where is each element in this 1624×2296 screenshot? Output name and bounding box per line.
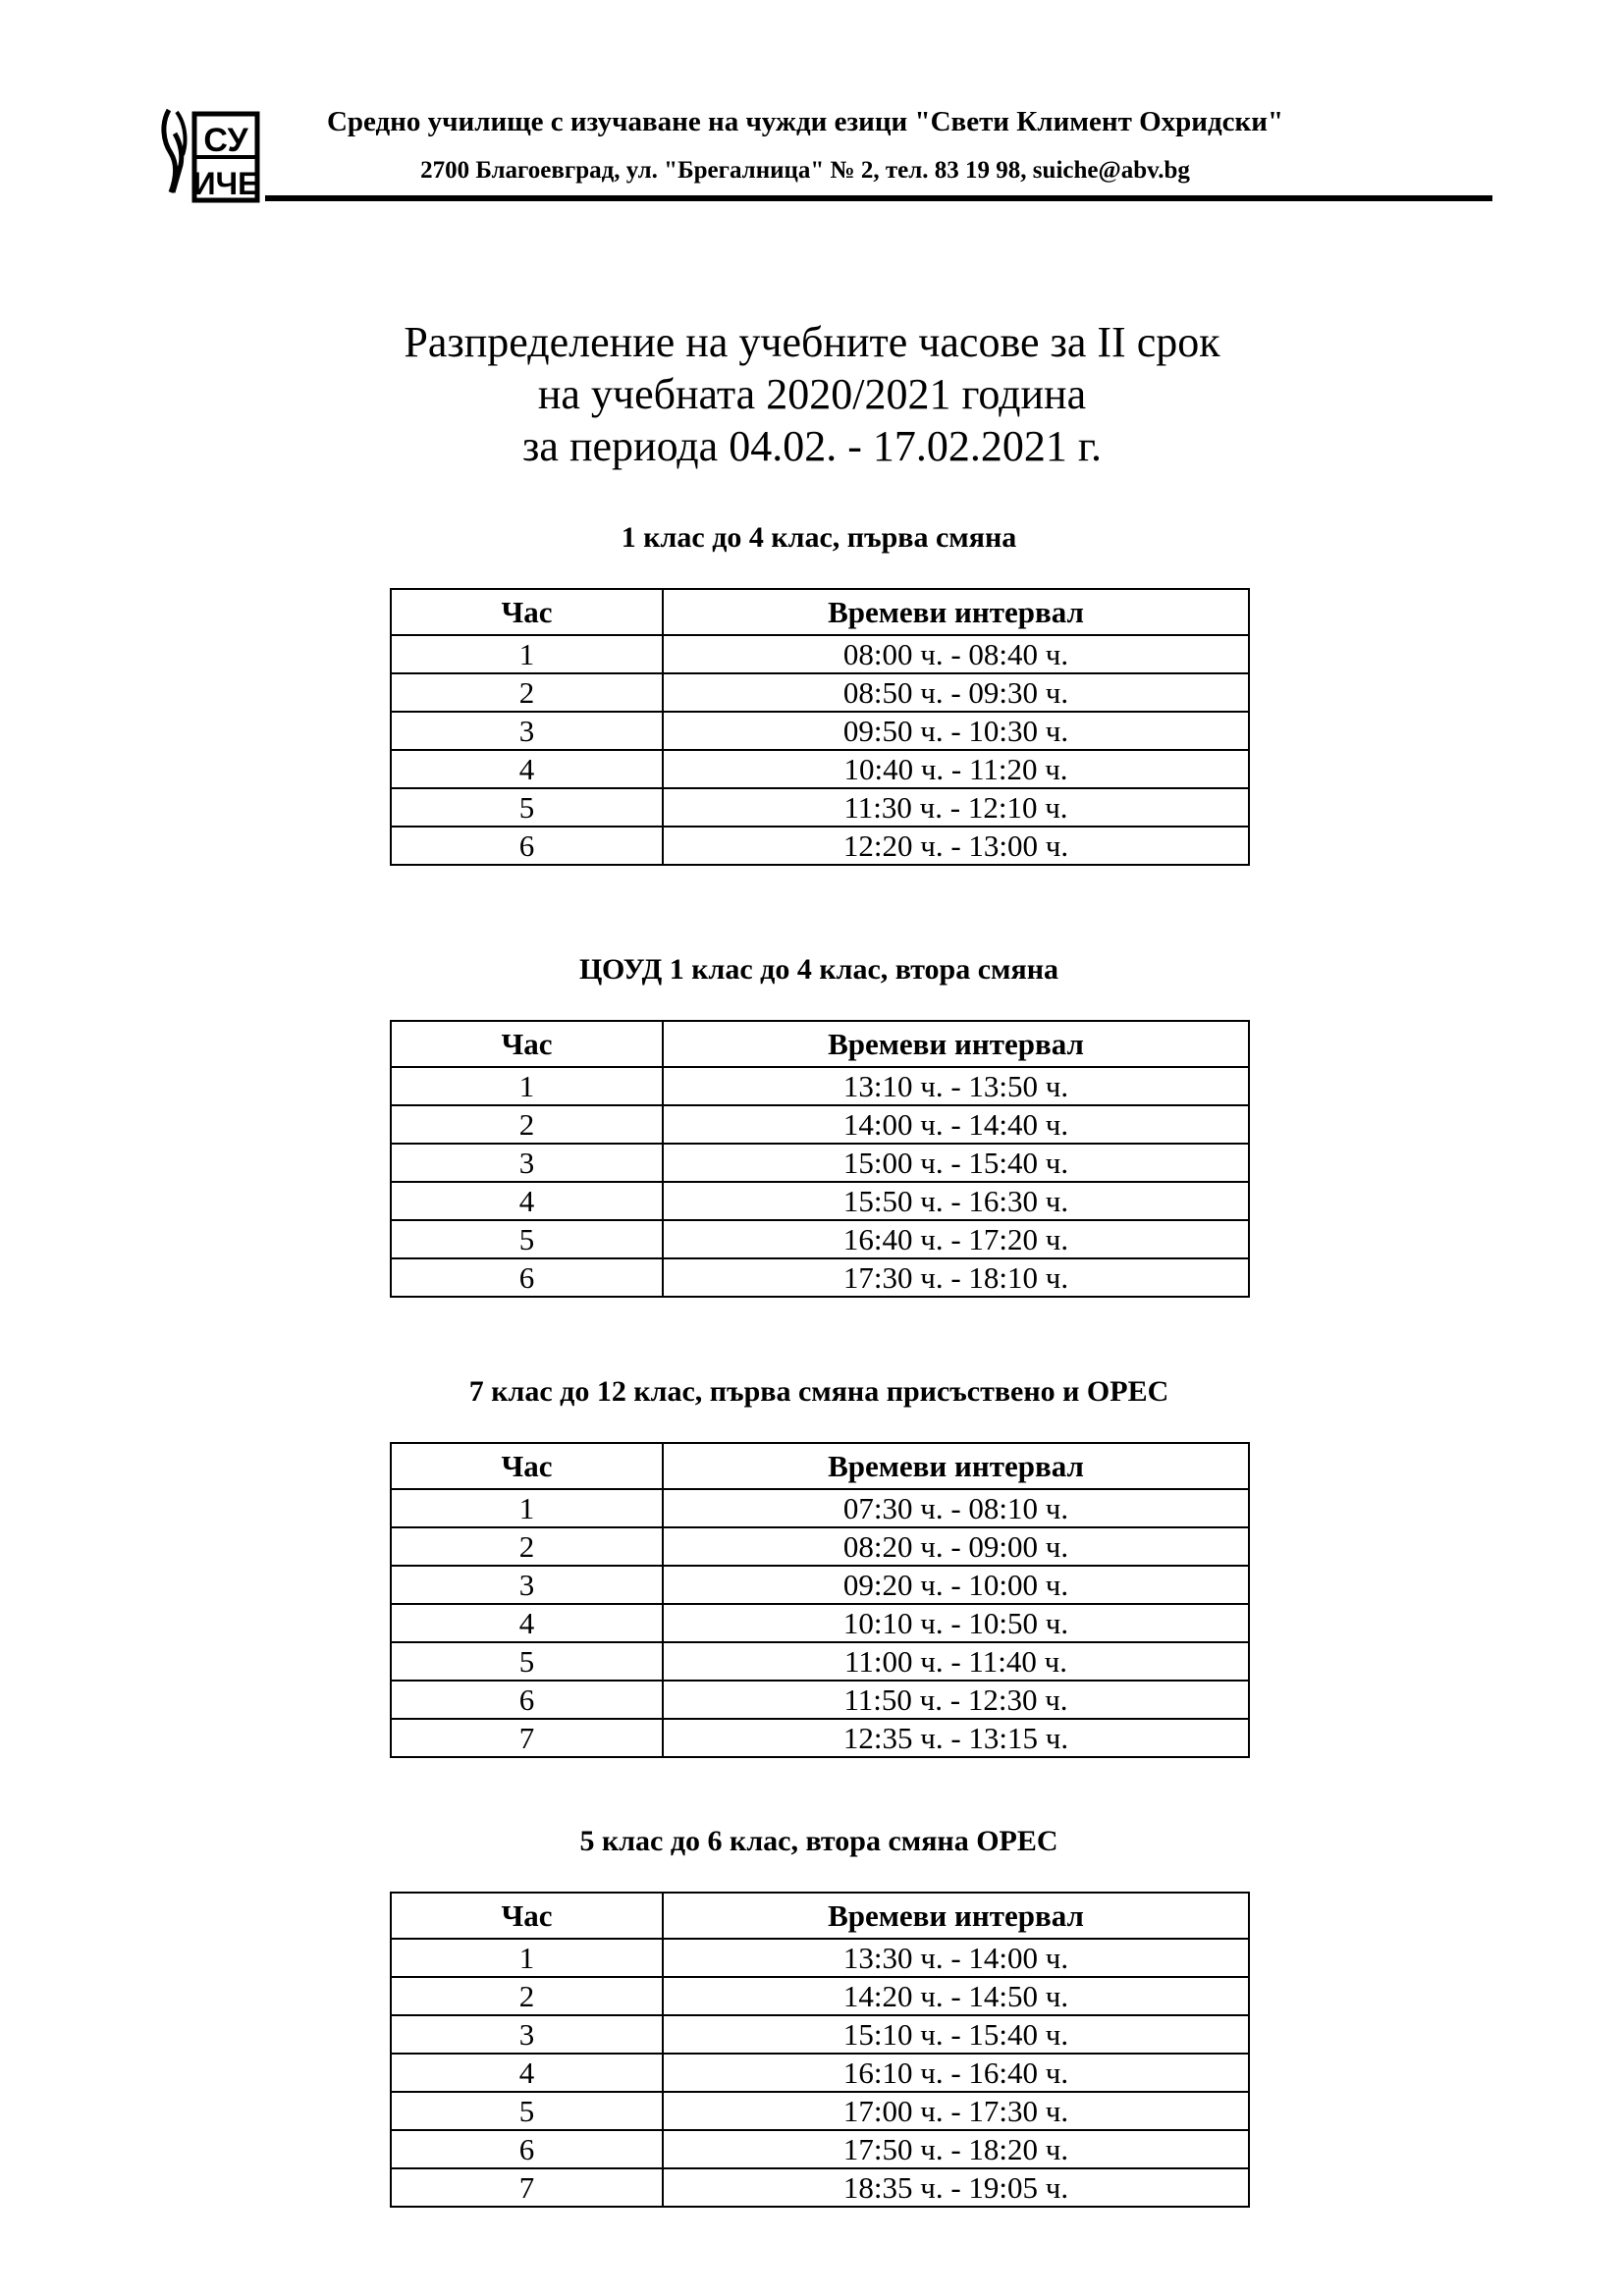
column-header-interval: Времеви интервал (663, 589, 1249, 635)
logo-text-top: СУ (203, 122, 248, 159)
hour-cell: 2 (391, 1977, 663, 2015)
title-line-1: Разпределение на учебните часове за II срок (404, 318, 1220, 366)
hour-cell: 5 (391, 2092, 663, 2130)
table-row (391, 1566, 1249, 1604)
interval-cell: 08:00 ч. - 08:40 ч. (663, 635, 1249, 673)
title-line-3: за периода 04.02. - 17.02.2021 г. (522, 422, 1102, 470)
table-row (391, 2015, 1249, 2054)
table-row (391, 1489, 1249, 1527)
header-divider (265, 195, 1492, 201)
section-heading: ЦОУД 1 клас до 4 клас, втора смяна (579, 953, 1058, 986)
hour-cell: 4 (391, 1182, 663, 1220)
title-line-2: на учебната 2020/2021 година (537, 370, 1087, 418)
column-header-interval: Времеви интервал (663, 1021, 1249, 1067)
section-heading: 1 клас до 4 клас, първа смяна (621, 521, 1017, 554)
table-row (391, 2054, 1249, 2092)
interval-cell: 10:10 ч. - 10:50 ч. (663, 1604, 1249, 1642)
table-row (391, 1977, 1249, 2015)
interval-cell: 12:20 ч. - 13:00 ч. (663, 827, 1249, 865)
schedule-table (390, 1442, 1250, 1758)
hour-cell: 1 (391, 1939, 663, 1977)
table-row (391, 1604, 1249, 1642)
interval-cell: 17:00 ч. - 17:30 ч. (663, 2092, 1249, 2130)
hour-cell: 6 (391, 1258, 663, 1297)
logo-text-bottom: ИЧЕ (192, 166, 259, 201)
table-row (391, 2092, 1249, 2130)
column-header-interval: Времеви интервал (663, 1443, 1249, 1489)
schedule-table (390, 1020, 1250, 1298)
table-header-row (391, 1021, 1249, 1067)
section-heading: 7 клас до 12 клас, първа смяна присъствено и ОРЕС (468, 1375, 1169, 1408)
interval-cell: 17:30 ч. - 18:10 ч. (663, 1258, 1249, 1297)
interval-cell: 11:50 ч. - 12:30 ч. (663, 1681, 1249, 1719)
hour-cell: 1 (391, 1489, 663, 1527)
table-row (391, 712, 1249, 750)
schedule-table (390, 1892, 1250, 2208)
table-row (391, 2168, 1249, 2207)
table-row (391, 750, 1249, 788)
interval-cell: 12:35 ч. - 13:15 ч. (663, 1719, 1249, 1757)
interval-cell: 07:30 ч. - 08:10 ч. (663, 1489, 1249, 1527)
hour-cell: 7 (391, 1719, 663, 1757)
hour-cell: 5 (391, 788, 663, 827)
interval-cell: 16:40 ч. - 17:20 ч. (663, 1220, 1249, 1258)
hour-cell: 3 (391, 1144, 663, 1182)
hour-cell: 4 (391, 750, 663, 788)
school-logo (157, 104, 261, 206)
hour-cell: 7 (391, 2168, 663, 2207)
interval-cell: 11:30 ч. - 12:10 ч. (663, 788, 1249, 827)
schedule-section-1 (390, 520, 1248, 866)
table-row (391, 1642, 1249, 1681)
hour-cell: 6 (391, 827, 663, 865)
hour-cell: 3 (391, 1566, 663, 1604)
hour-cell: 4 (391, 1604, 663, 1642)
interval-cell: 15:50 ч. - 16:30 ч. (663, 1182, 1249, 1220)
interval-cell: 10:40 ч. - 11:20 ч. (663, 750, 1249, 788)
school-name: Средно училище с изучаване на чужди езици "Свети Климент Охридски" (326, 106, 1284, 137)
book-flourish-icon (164, 110, 182, 192)
interval-cell: 14:00 ч. - 14:40 ч. (663, 1105, 1249, 1144)
interval-cell: 17:50 ч. - 18:20 ч. (663, 2130, 1249, 2168)
hour-cell: 3 (391, 712, 663, 750)
table-row (391, 1144, 1249, 1182)
schedule-table (390, 588, 1250, 866)
hour-cell: 1 (391, 635, 663, 673)
document-title (0, 316, 1624, 472)
table-row (391, 1220, 1249, 1258)
hour-cell: 2 (391, 1105, 663, 1144)
table-row (391, 635, 1249, 673)
column-header-hour: Час (391, 589, 663, 635)
interval-cell: 13:30 ч. - 14:00 ч. (663, 1939, 1249, 1977)
interval-cell: 09:20 ч. - 10:00 ч. (663, 1566, 1249, 1604)
interval-cell: 13:10 ч. - 13:50 ч. (663, 1067, 1249, 1105)
table-row (391, 788, 1249, 827)
table-row (391, 1182, 1249, 1220)
interval-cell: 15:00 ч. - 15:40 ч. (663, 1144, 1249, 1182)
table-row (391, 673, 1249, 712)
column-header-hour: Час (391, 1893, 663, 1939)
column-header-hour: Час (391, 1443, 663, 1489)
interval-cell: 08:20 ч. - 09:00 ч. (663, 1527, 1249, 1566)
table-row (391, 1939, 1249, 1977)
column-header-interval: Времеви интервал (663, 1893, 1249, 1939)
table-row (391, 1258, 1249, 1297)
schedule-section-4 (390, 1824, 1248, 2208)
hour-cell: 5 (391, 1220, 663, 1258)
hour-cell: 2 (391, 1527, 663, 1566)
hour-cell: 1 (391, 1067, 663, 1105)
interval-cell: 16:10 ч. - 16:40 ч. (663, 2054, 1249, 2092)
interval-cell: 11:00 ч. - 11:40 ч. (663, 1642, 1249, 1681)
table-row (391, 1105, 1249, 1144)
hour-cell: 3 (391, 2015, 663, 2054)
hour-cell: 6 (391, 2130, 663, 2168)
schedule-section-2 (390, 952, 1248, 1298)
school-address: 2700 Благоевград, ул. "Брегалница" № 2, тел. 83 19 98, suiche@abv.bg (420, 157, 1190, 184)
table-row (391, 2130, 1249, 2168)
table-row (391, 1681, 1249, 1719)
column-header-hour: Час (391, 1021, 663, 1067)
hour-cell: 6 (391, 1681, 663, 1719)
interval-cell: 09:50 ч. - 10:30 ч. (663, 712, 1249, 750)
hour-cell: 2 (391, 673, 663, 712)
table-row (391, 1719, 1249, 1757)
hour-cell: 4 (391, 2054, 663, 2092)
section-heading: 5 клас до 6 клас, втора смяна ОРЕС (579, 1825, 1058, 1857)
schedule-section-3 (390, 1374, 1248, 1758)
hour-cell: 5 (391, 1642, 663, 1681)
table-header-row (391, 1443, 1249, 1489)
table-row (391, 827, 1249, 865)
interval-cell: 15:10 ч. - 15:40 ч. (663, 2015, 1249, 2054)
interval-cell: 18:35 ч. - 19:05 ч. (663, 2168, 1249, 2207)
table-row (391, 1527, 1249, 1566)
table-header-row (391, 589, 1249, 635)
interval-cell: 14:20 ч. - 14:50 ч. (663, 1977, 1249, 2015)
interval-cell: 08:50 ч. - 09:30 ч. (663, 673, 1249, 712)
table-row (391, 1067, 1249, 1105)
table-header-row (391, 1893, 1249, 1939)
